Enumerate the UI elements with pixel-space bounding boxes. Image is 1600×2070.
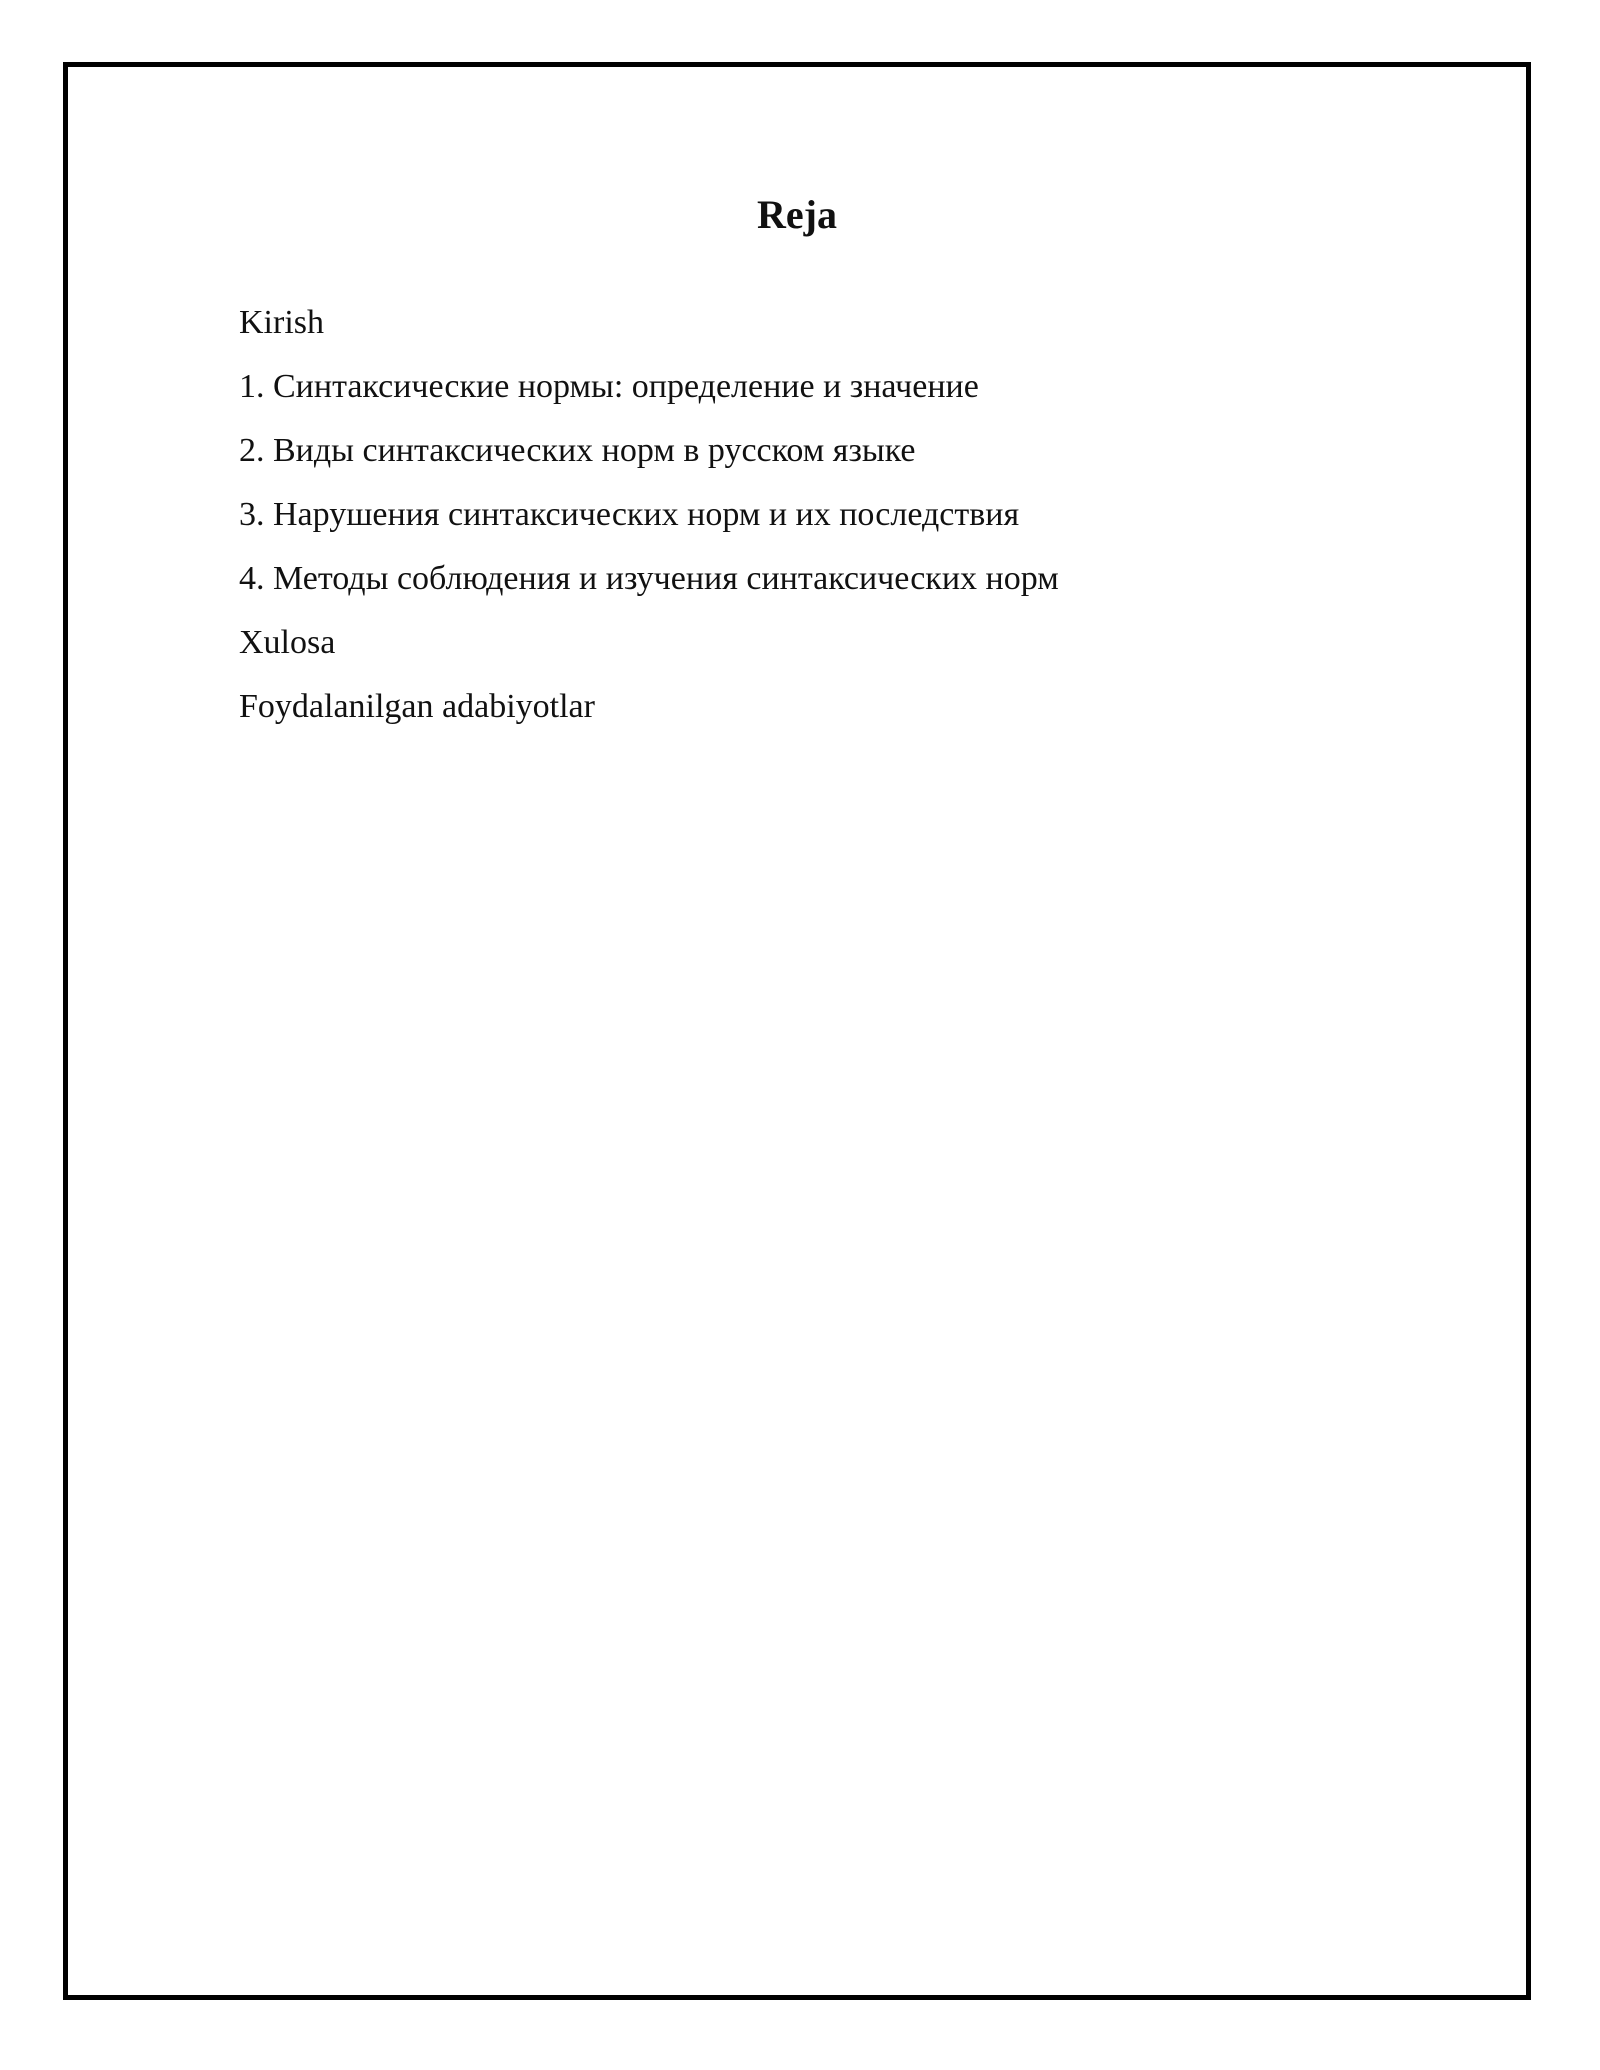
page-title: Reja [757, 192, 837, 237]
plan-item-references: Foydalanilgan adabiyotlar [239, 688, 595, 725]
plan-item-1: 1. Синтаксические нормы: определение и значение [239, 368, 979, 405]
plan-item-3: 3. Нарушения синтаксических норм и их последствия [239, 496, 1020, 533]
plan-list [239, 291, 1059, 739]
plan-item-4: 4. Методы соблюдения и изучения синтаксических норм [239, 560, 1059, 597]
plan-item-introduction: Kirish [239, 304, 324, 341]
plan-item-2: 2. Виды синтаксических норм в русском языке [239, 432, 916, 469]
page-frame [63, 62, 1531, 2000]
plan-item-conclusion: Xulosa [239, 624, 336, 661]
